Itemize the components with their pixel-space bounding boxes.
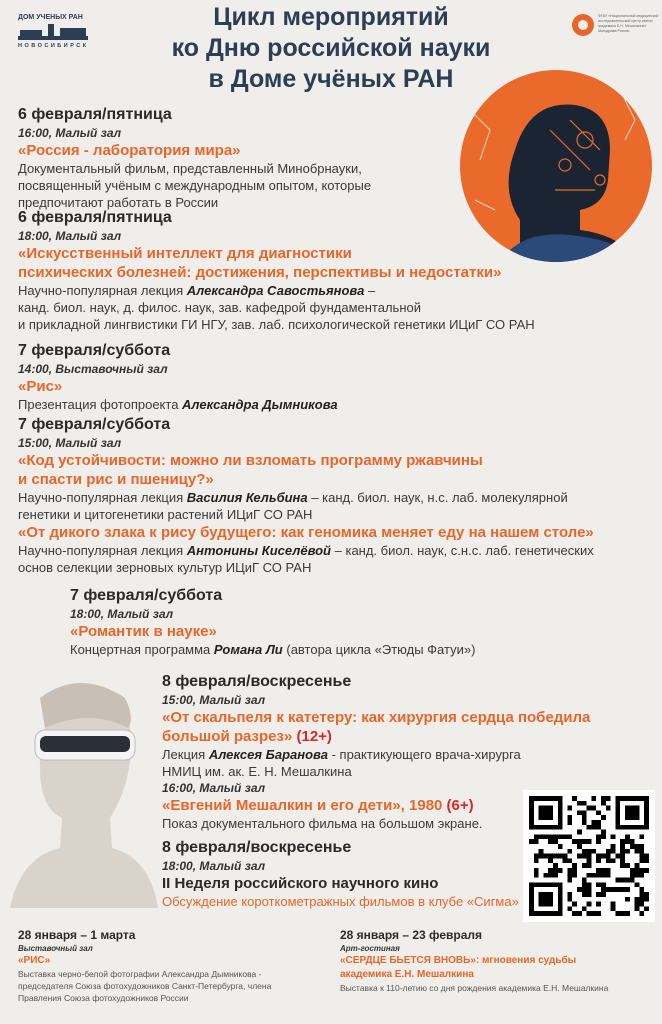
event-1: 6 февраля/пятница 16:00, Малый зал «Россия - лаборатория мира» Документальный фильм, представленный Минобрнауки, посвященный учёным с международным опытом, которые предпочитают работать в России <box>18 106 372 210</box>
dom-uchenyh-logo: ДОМ УЧЕНЫХ РАН НОВОСИБИРСК <box>18 14 89 49</box>
age-rating: (12+) <box>292 728 332 745</box>
event-3: 7 февраля/суббота 14:00, Выставочный зал «Рис» Презентация фотопроекта Александра Дымникова <box>18 342 338 412</box>
speaker-name: Романа Ли <box>213 642 283 657</box>
speaker-name: Василия Кельбина <box>186 490 308 505</box>
exhibition-1: 28 января – 1 марта Выставочный зал «РИС» Выставка черно-белой фотографии Александра Дымникова - председателя Союза фотохудожников Санкт-Петербурга, члена Правления Союза фотохудожников России <box>18 928 272 1003</box>
speaker-name: Александра Савостьянова <box>186 283 365 298</box>
event-4: 7 февраля/суббота 15:00, Малый зал «Код устойчивости: можно ли взломать программу ржавчины и спасти рис и пшеницу?» Научно-популярная лекция Василия Кельбина – канд. биол. наук, н.с. лаб. молекулярной генетики и цитогенетики растений ИЦиГ СО РАН «От дикого злака к рису будущего: как геномика меняет еду на нашем столе» Научно-популярная лекция Антонины Киселёвой – канд. биол. наук, с.н.с. лаб. генетических основ селекции зерновых культур ИЦиГ СО РАН <box>18 416 594 575</box>
event-5: 7 февраля/суббота 18:00, Малый зал «Романтик в науке» Концертная программа Романа Ли (автора цикла «Этюды Фатуи») <box>70 587 476 657</box>
page-title: Цикл мероприятий ко Дню российской науки в Доме учёных РАН <box>171 3 491 93</box>
event-7: 8 февраля/воскресенье 18:00, Малый зал II Неделя российского научного кино Обсуждение короткометражных фильмов в клубе «Сигма» <box>162 839 519 909</box>
age-rating: (6+) <box>442 797 474 814</box>
exhibition-2: 28 января – 23 февраля Арт-гостиная «СЕРДЦЕ БЬЕТСЯ ВНОВЬ»: мгновения судьбы академика Е.Н. Мешалкина Выставка к 110-летию со дня рождения академика Е.Н. Мешалкина <box>340 928 609 993</box>
qr-code[interactable] <box>523 790 655 922</box>
speaker-name: Александра Дымникова <box>182 397 338 412</box>
speaker-name: Антонины Киселёвой <box>186 543 332 558</box>
meshalkin-center-logo: ФГБУ «Национальный медицинский исследовательский центр имени академика Е.Н. Мешалкина» Минздрава России <box>572 14 662 36</box>
event-2: 6 февраля/пятница 18:00, Малый зал «Искусственный интеллект для диагностики психических болезней: достижения, перспективы и недостатки» Научно-популярная лекция Александра Савостьянова – канд. биол. наук, д. филос. наук, зав. кафедрой фундаментальной и прикладной лингвистики ГИ НГУ, зав. лаб. психологической генетики ИЦиГ СО РАН <box>18 209 535 332</box>
event-6: 8 февраля/воскресенье 15:00, Малый зал «От скальпеля к катетеру: как хирургия сердца победила большой разрез» (12+) Лекция Алексея Баранова - практикующего врача-хирурга НМИЦ им. ак. Е. Н. Мешалкина 16:00, Малый зал «Евгений Мешалкин и его дети», 1980 (6+) Показ документального фильма на большом экране. <box>162 673 591 831</box>
speaker-name: Алексея Баранова <box>208 747 328 762</box>
vr-statue-illustration <box>0 668 158 908</box>
